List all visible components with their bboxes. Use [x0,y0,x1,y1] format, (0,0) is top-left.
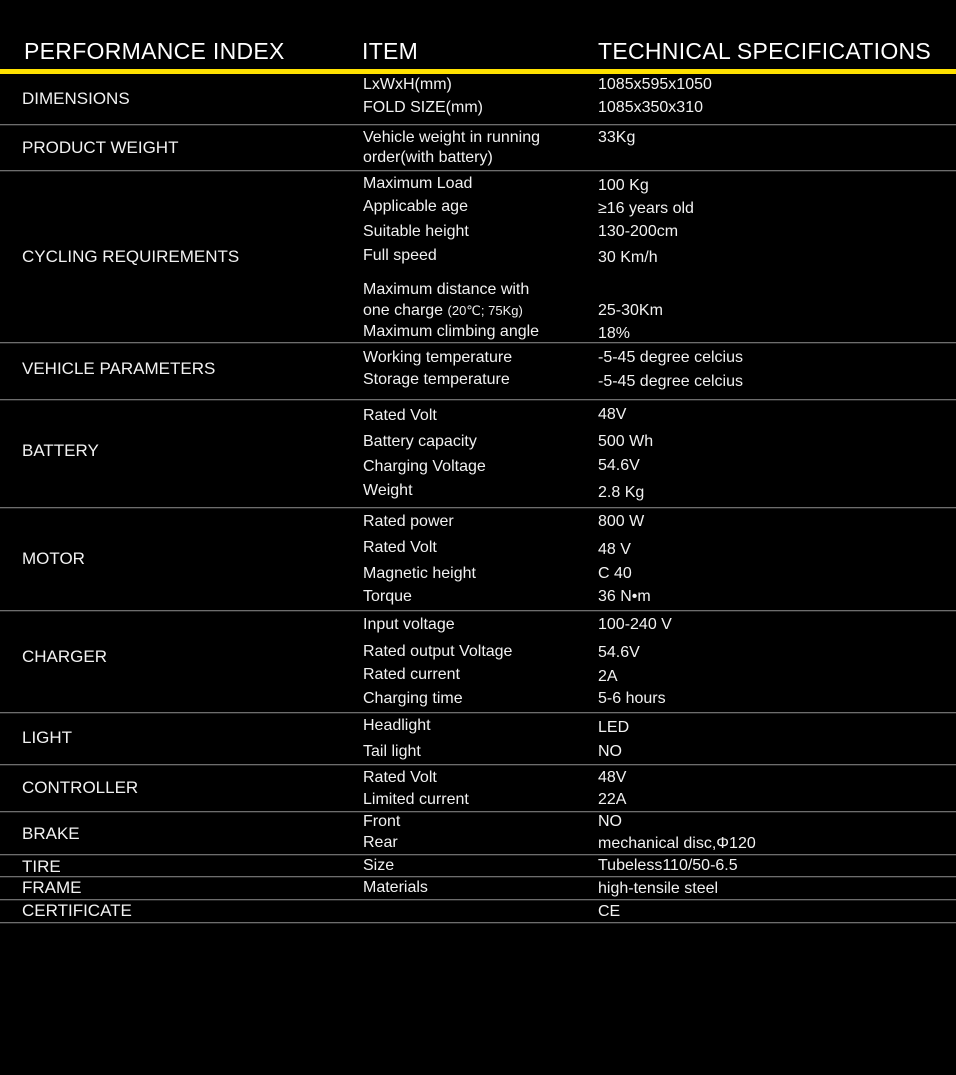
header-performance-index: PERFORMANCE INDEX [24,38,285,64]
item-label: Torque [363,588,412,605]
item-label: Storage temperature [363,371,510,388]
category-label: PRODUCT WEIGHT [22,137,179,157]
item-label: Applicable age [363,198,468,215]
spec-value: 54.6V [598,644,640,661]
section-brake [0,812,956,855]
item-label: Battery capacity [363,433,477,450]
spec-value: NO [598,813,622,830]
spec-value: C 40 [598,565,632,582]
spec-value: mechanical disc,Φ120 [598,835,756,852]
section-controller [0,765,956,812]
item-label: Maximum distance with [363,281,530,298]
item-label: Vehicle weight in running [363,129,541,146]
section-certificate [0,900,956,923]
category-label: TIRE [22,856,61,876]
spec-value: 130-200cm [598,223,679,240]
section-vehicle-parameters [0,343,956,400]
item-label: Rated power [363,513,454,530]
item-label: LxWxH(mm) [363,76,452,93]
item-label: Rated Volt [363,539,437,556]
spec-value: 100-240 V [598,616,672,633]
category-label: BATTERY [22,440,99,460]
item-label: Working temperature [363,349,513,366]
item-label: Size [363,857,395,874]
item-label: FOLD SIZE(mm) [363,99,483,116]
section-light [0,713,956,765]
spec-value: ≥16 years old [598,200,694,217]
item-label: Charging Voltage [363,458,486,475]
spec-value: 22A [598,791,627,808]
item-label: Maximum climbing angle [363,323,540,340]
item-label-continued: order(with battery) [363,149,493,166]
spec-value: 30 Km/h [598,249,658,266]
item-label: Materials [363,879,428,896]
spec-value: 54.6V [598,457,640,474]
spec-value: 5-6 hours [598,690,666,707]
spec-value: 48V [598,769,627,786]
spec-value: NO [598,743,622,760]
spec-value: 800 W [598,513,645,530]
item-label: Limited current [363,791,469,808]
item-label: Charging time [363,690,463,707]
section-charger [0,611,956,713]
section-frame [0,877,956,900]
item-label: Tail light [363,743,421,760]
spec-value: 1085x350x310 [598,99,703,116]
spec-value: 48 V [598,541,631,558]
header-technical-specifications: TECHNICAL SPECIFICATIONS [598,38,932,64]
spec-value: CE [598,903,621,920]
spec-value: 500 Wh [598,433,654,450]
spec-value: 2.8 Kg [598,484,645,501]
spec-value: 25-30Km [598,302,663,319]
item-label: Full speed [363,247,437,264]
category-label: MOTOR [22,549,85,568]
category-label: DIMENSIONS [22,89,130,108]
spec-value: Tubeless110/50-6.5 [598,857,738,874]
header-item: ITEM [362,38,419,64]
section-battery [0,400,956,508]
section-cycling-requirements [0,171,956,343]
category-label: VEHICLE PARAMETERS [22,359,216,378]
item-label: Front [363,813,401,830]
section-motor [0,508,956,611]
spec-value: 36 N•m [598,588,651,605]
category-label: CONTROLLER [22,778,139,797]
item-label: Maximum Load [363,175,473,192]
spec-value: -5-45 degree celcius [598,349,743,366]
spec-value: 1085x595x1050 [598,76,712,93]
spec-table [0,74,956,923]
item-label-continued [363,300,523,321]
section-tire [0,855,956,877]
category-label: CERTIFICATE [22,901,132,920]
category-label: FRAME [22,878,82,897]
item-label-text: one charge [363,302,444,319]
item-label: Rated output Voltage [363,643,513,660]
item-label: Input voltage [363,616,455,633]
spec-value: 48V [598,406,627,423]
item-label: Rated Volt [363,769,437,786]
item-label: Weight [363,482,413,499]
table-header [0,0,956,74]
section-product-weight [0,125,956,171]
category-label: CYCLING REQUIREMENTS [22,246,240,266]
item-label: Rear [363,834,398,851]
spec-value: -5-45 degree celcius [598,373,743,390]
item-label: Magnetic height [363,565,476,582]
item-label: Rated Volt [363,407,437,424]
spec-value: 33Kg [598,129,636,146]
spec-value: 2A [598,668,618,685]
item-label: Headlight [363,717,431,734]
spec-value: high-tensile steel [598,880,719,897]
category-label: LIGHT [22,727,73,747]
category-label: CHARGER [22,646,108,666]
item-note: (20℃; 75Kg) [447,303,523,318]
section-dimensions [0,74,956,125]
spec-value: 100 Kg [598,177,649,194]
item-label: Suitable height [363,223,469,240]
item-label: Rated current [363,666,460,683]
category-label: BRAKE [22,824,80,843]
spec-value: LED [598,719,630,736]
spec-value: 18% [598,325,631,342]
